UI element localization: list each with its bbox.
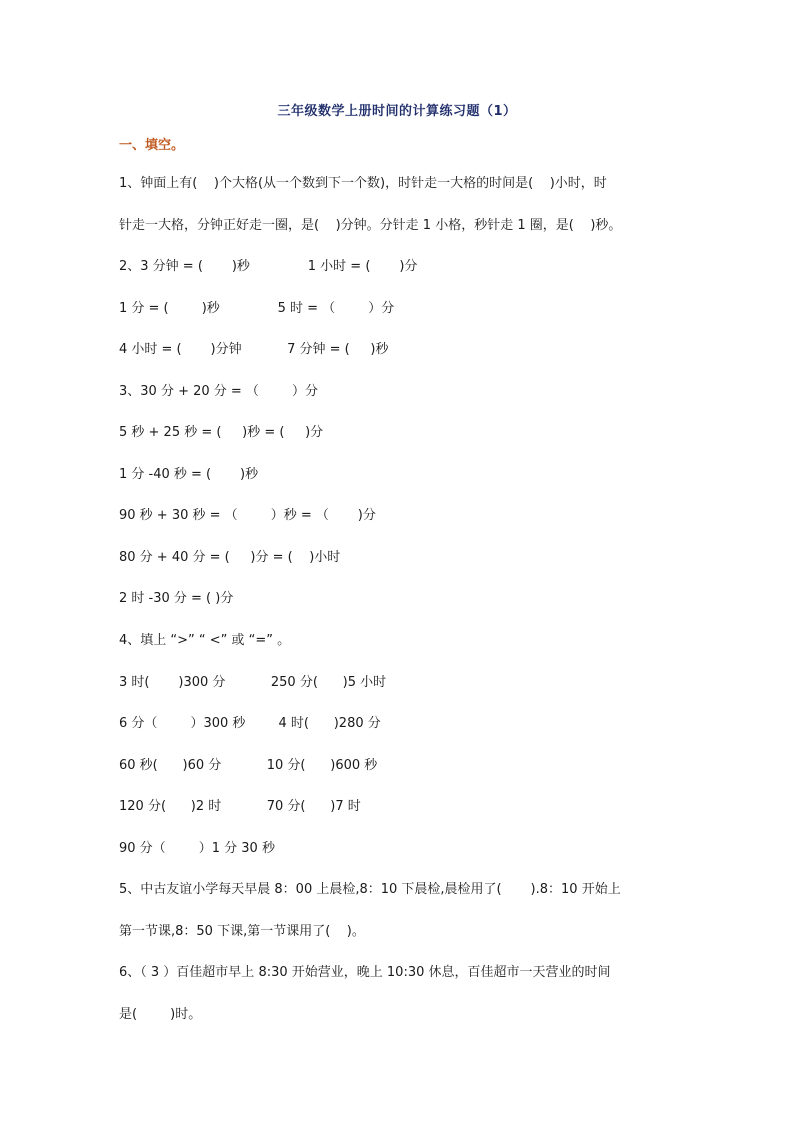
question-line: 4 小时 = ( )分钟 7 分钟 = ( )秒	[119, 342, 389, 357]
question-line: 2 时 -30 分 = ( )分	[119, 591, 234, 606]
question-line: 1、钟面上有( )个大格(从一个数到下一个数)，时针走一大格的时间是( )小时，时	[119, 176, 607, 191]
question-line: 3 时( )300 分 250 分( )5 小时	[119, 675, 387, 690]
question-line: 针走一大格，分钟正好走一圈，是( )分钟。分针走 1 小格，秒针走 1 圈，是( )秒。	[119, 218, 622, 233]
question-line: 6 分（ ）300 秒 4 时( )280 分	[119, 716, 381, 731]
question-line: 是( )时。	[119, 1007, 202, 1022]
question-line: 1 分 = ( )秒 5 时 = （ ）分	[119, 301, 395, 316]
question-line: 5 秒 + 25 秒 = ( )秒 = ( )分	[119, 425, 324, 440]
question-line: 120 分( )2 时 70 分( )7 时	[119, 799, 361, 814]
question-line: 第一节课,8：50 下课,第一节课用了( )。	[119, 924, 365, 939]
question-line: 1 分 -40 秒 = ( )秒	[119, 467, 259, 482]
question-line: 3、30 分 + 20 分 = （ ）分	[119, 384, 318, 399]
question-line: 5、中古友谊小学每天早晨 8：00 上晨检,8：10 下晨检,晨检用了( ).8：10 开始上	[119, 882, 621, 897]
question-line: 6、（ 3 ）百佳超市早上 8:30 开始营业，晚上 10:30 休息，百佳超市一天营业的时间	[119, 965, 611, 980]
question-line: 80 分 + 40 分 = ( )分 = ( )小时	[119, 550, 341, 565]
question-line: 60 秒( )60 分 10 分( )600 秒	[119, 758, 378, 773]
question-line: 90 分（ ）1 分 30 秒	[119, 841, 275, 856]
section-heading: 一、填空。	[119, 138, 185, 153]
question-line: 2、3 分钟 = ( )秒 1 小时 = ( )分	[119, 259, 418, 274]
question-line: 4、填上 “>” “ <” 或 “=” 。	[119, 633, 291, 648]
page-title: 三年级数学上册时间的计算练习题（1）	[277, 104, 517, 119]
question-line: 90 秒 + 30 秒 = （ ）秒 = （ )分	[119, 508, 376, 523]
